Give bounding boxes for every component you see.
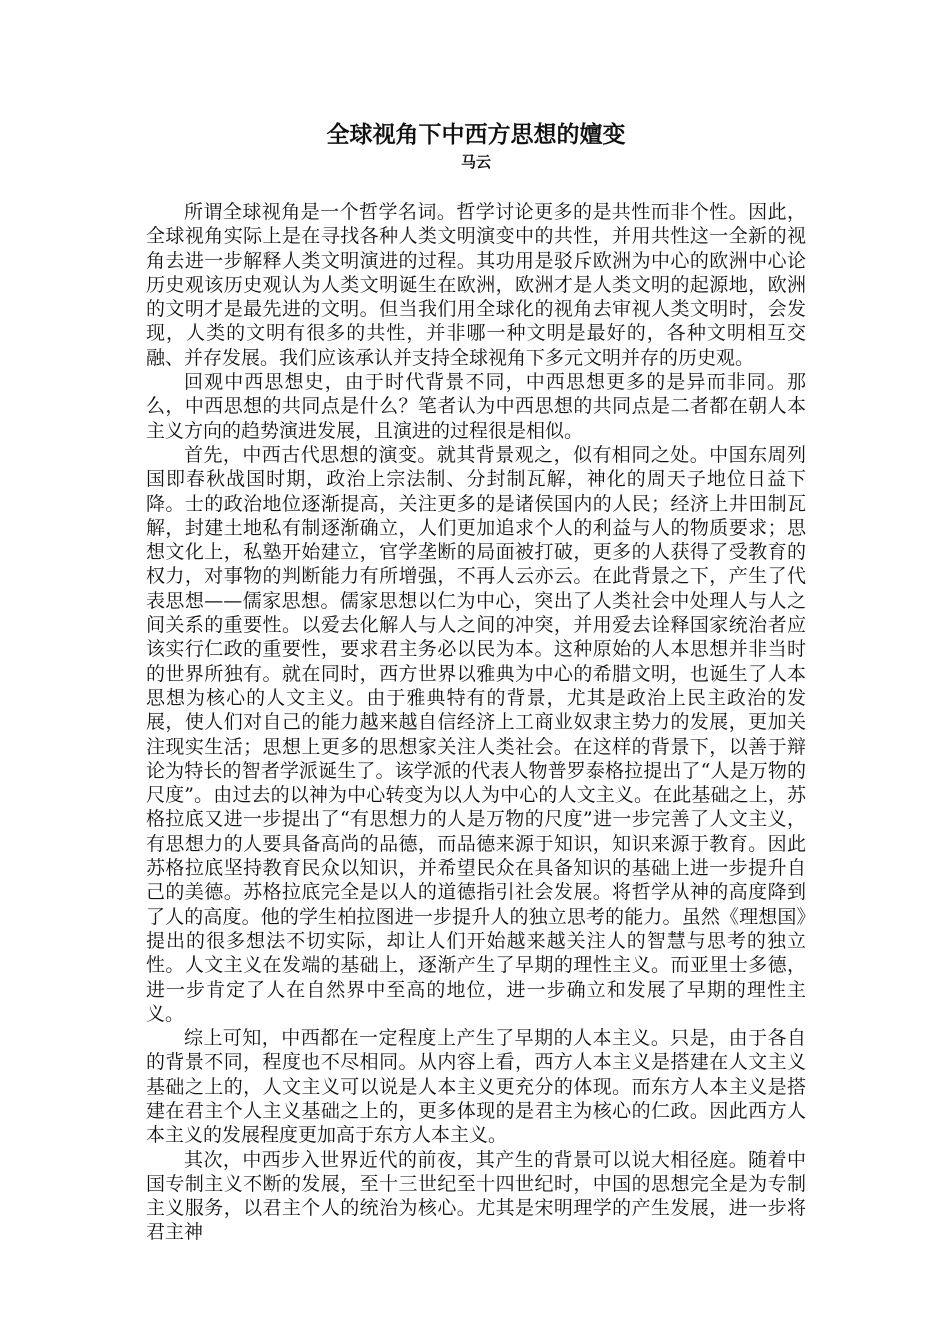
- paragraph-2: 回观中西思想史，由于时代背景不同，中西思想更多的是异而非同。那么，中西思想的共同点是什么？笔者认为中西思想的共同点是二者都在朝人本主义方向的趋势演进发展，且演进的过程很是相似。: [146, 371, 806, 442]
- document-page: [146, 118, 806, 1245]
- document-title: 全球视角下中西方思想的嬗变: [326, 121, 626, 148]
- paragraph-4: 综上可知，中西都在一定程度上产生了早期的人本主义。只是，由于各自的背景不同，程度也不尽相同。从内容上看，西方人本主义是搭建在人文主义基础之上的，人文主义可以说是人本主义更充分的体现。而东方人本主义是搭建在君主个人主义基础之上的，更多体现的是君主为核心的仁政。因此西方人本主义的发展程度更加高于东方人本主义。: [146, 1027, 806, 1147]
- document-author: 马云: [460, 153, 491, 171]
- paragraph-3: 首先，中西古代思想的演变。就其背景观之，似有相同之处。中国东周列国即春秋战国时期，政治上宗法制、分封制瓦解，神化的周天子地位日益下降。士的政治地位逐渐提高，关注更多的是诸侯国内的人民；经济上井田制瓦解，封建土地私有制逐渐确立，人们更加追求个人的利益与人的物质要求；思想文化上，私塾开始建立，官学垄断的局面被打破，更多的人获得了受教育的权力，对事物的判断能力有所增强，不再人云亦云。在此背景之下，产生了代表思想——儒家思想。儒家思想以仁为中心，突出了人类社会中处理人与人之间关系的重要性。以爱去化解人与人之间的冲突，并用爱去诠释国家统治者应该实行仁政的重要性，要求君主务必以民为本。这种原始的人本思想并非当时的世界所独有。就在同时，西方世界以雅典为中心的希腊文明，也诞生了人本思想为核心的人文主义。由于雅典特有的背景，尤其是政治上民主政治的发展，使人们对自己的能力越来越自信经济上工商业奴隶主势力的发展，更加关注现实生活；思想上更多的思想家关注人类社会。在这样的背景下，以善于辩论为特长的智者学派诞生了。该学派的代表人物普罗泰格拉提出了“人是万物的尺度”。由过去的以神为中心转变为以人为中心的人文主义。在此基础之上，苏格拉底又进一步提出了“有思想力的人是万物的尺度”进一步完善了人文主义，有思想力的人要具备高尚的品德，而品德来源于知识，知识来源于教育。因此苏格拉底坚持教育民众以知识，并希望民众在具备知识的基础上进一步提升自己的美德。苏格拉底完全是以人的道德指引社会发展。将哲学从神的高度降到了人的高度。他的学生柏拉图进一步提升人的独立思考的能力。虽然《理想国》提出的很多想法不切实际，却让人们开始越来越关注人的智慧与思考的独立性。人文主义在发端的基础上，逐渐产生了早期的理性主义。而亚里士多德，进一步肯定了人在自然界中至高的地位，进一步确立和发展了早期的理性主义。: [146, 443, 806, 1025]
- document-body: [146, 200, 806, 1245]
- paragraph-5: 其次，中西步入世界近代的前夜，其产生的背景可以说大相径庭。随着中国专制主义不断的发展，至十三世纪至十四世纪时，中国的思想完全是为专制主义服务，以君主个人的统治为核心。尤其是宋明理学的产生发展，进一步将君主神: [146, 1148, 806, 1244]
- paragraph-1: 所谓全球视角是一个哲学名词。哲学讨论更多的是共性而非个性。因此，全球视角实际上是在寻找各种人类文明演变中的共性，并用共性这一全新的视角去进一步解释人类文明演进的过程。其功用是驳斥欧洲为中心的欧洲中心论历史观该历史观认为人类文明诞生在欧洲，欧洲才是人类文明的起源地，欧洲的文明才是最先进的文明。但当我们用全球化的视角去审视人类文明时，会发现，人类的文明有很多的共性，并非哪一种文明是最好的，各种文明相互交融、并存发展。我们应该承认并支持全球视角下多元文明并存的历史观。: [146, 201, 806, 369]
